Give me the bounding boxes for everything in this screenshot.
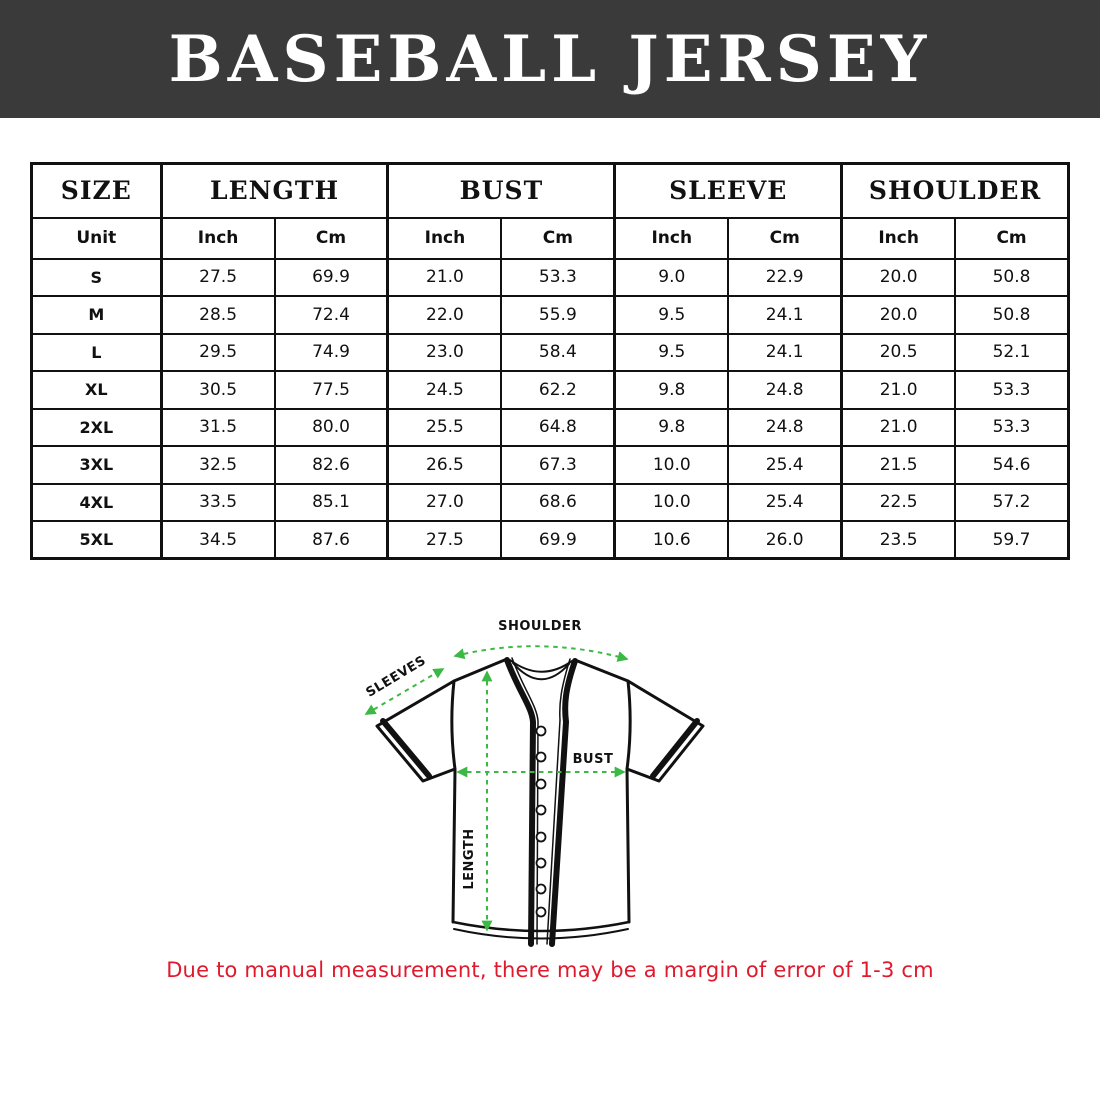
size-label: 2XL — [32, 409, 162, 447]
shoulder-arrow — [455, 646, 627, 659]
measurement-cell: 9.8 — [615, 371, 728, 409]
measurement-cell: 31.5 — [161, 409, 274, 447]
table-header-row — [32, 164, 1069, 218]
measurement-cell: 87.6 — [275, 521, 388, 559]
measurement-cell: 67.3 — [501, 446, 614, 484]
measurement-cell: 64.8 — [501, 409, 614, 447]
size-chart-section — [30, 162, 1070, 560]
measurement-cell: 54.6 — [955, 446, 1068, 484]
measurement-cell: 27.5 — [388, 521, 501, 559]
measurement-cell: 24.1 — [728, 334, 841, 372]
unit-cell: Cm — [728, 218, 841, 259]
column-header-length: LENGTH — [161, 164, 388, 218]
measurement-cell: 27.5 — [161, 259, 274, 297]
measurement-cell: 34.5 — [161, 521, 274, 559]
measurement-cell: 33.5 — [161, 484, 274, 522]
measurement-cell: 9.8 — [615, 409, 728, 447]
table-row — [32, 409, 1069, 447]
table-row — [32, 259, 1069, 297]
measurement-diagram-section — [0, 604, 1100, 956]
size-label: XL — [32, 371, 162, 409]
table-row — [32, 484, 1069, 522]
measurement-cell: 20.0 — [842, 259, 955, 297]
measurement-cell: 74.9 — [275, 334, 388, 372]
measurement-cell: 80.0 — [275, 409, 388, 447]
measurement-cell: 58.4 — [501, 334, 614, 372]
jersey-outline — [377, 659, 703, 939]
measurement-cell: 50.8 — [955, 259, 1068, 297]
measurement-cell: 9.5 — [615, 296, 728, 334]
measurement-cell: 82.6 — [275, 446, 388, 484]
measurement-cell: 22.9 — [728, 259, 841, 297]
table-row — [32, 521, 1069, 559]
unit-cell: Unit — [32, 218, 162, 259]
shoulder-label: SHOULDER — [498, 619, 582, 634]
measurement-cell: 85.1 — [275, 484, 388, 522]
table-row — [32, 446, 1069, 484]
measurement-cell: 24.5 — [388, 371, 501, 409]
size-chart-body — [32, 259, 1069, 559]
measurement-cell: 21.0 — [842, 409, 955, 447]
jersey-collar-placket — [507, 658, 575, 944]
size-label: M — [32, 296, 162, 334]
size-label: 3XL — [32, 446, 162, 484]
size-chart-table — [30, 162, 1070, 560]
measurement-cell: 53.3 — [501, 259, 614, 297]
measurement-cell: 21.5 — [842, 446, 955, 484]
size-label: S — [32, 259, 162, 297]
measurement-arrows — [363, 646, 627, 930]
table-row — [32, 334, 1069, 372]
measurement-cell: 28.5 — [161, 296, 274, 334]
table-row — [32, 371, 1069, 409]
measurement-cell: 9.0 — [615, 259, 728, 297]
column-header-sleeve: SLEEVE — [615, 164, 842, 218]
unit-cell: Inch — [388, 218, 501, 259]
measurement-cell: 72.4 — [275, 296, 388, 334]
measurement-cell: 24.8 — [728, 371, 841, 409]
measurement-cell: 69.9 — [501, 521, 614, 559]
measurement-cell: 32.5 — [161, 446, 274, 484]
measurement-cell: 25.5 — [388, 409, 501, 447]
measurement-cell: 20.5 — [842, 334, 955, 372]
measurement-cell: 26.0 — [728, 521, 841, 559]
measurement-cell: 10.0 — [615, 446, 728, 484]
measurement-cell: 52.1 — [955, 334, 1068, 372]
measurement-cell: 50.8 — [955, 296, 1068, 334]
unit-cell: Inch — [161, 218, 274, 259]
measurement-cell: 24.1 — [728, 296, 841, 334]
measurement-cell: 22.5 — [842, 484, 955, 522]
measurement-cell: 10.6 — [615, 521, 728, 559]
measurement-cell: 10.0 — [615, 484, 728, 522]
measurement-cell: 69.9 — [275, 259, 388, 297]
column-header-bust: BUST — [388, 164, 615, 218]
measurement-cell: 21.0 — [388, 259, 501, 297]
measurement-cell: 23.0 — [388, 334, 501, 372]
page-title: BASEBALL JERSEY — [168, 21, 932, 97]
bust-label: BUST — [572, 752, 614, 767]
measurement-cell: 27.0 — [388, 484, 501, 522]
measurement-cell: 21.0 — [842, 371, 955, 409]
measurement-cell: 68.6 — [501, 484, 614, 522]
measurement-cell: 62.2 — [501, 371, 614, 409]
measurement-cell: 23.5 — [842, 521, 955, 559]
measurement-cell: 30.5 — [161, 371, 274, 409]
measurement-cell: 29.5 — [161, 334, 274, 372]
measurement-cell: 25.4 — [728, 446, 841, 484]
measurement-cell: 57.2 — [955, 484, 1068, 522]
measurement-cell: 59.7 — [955, 521, 1068, 559]
table-row — [32, 296, 1069, 334]
length-label: LENGTH — [462, 828, 477, 890]
measurement-cell: 24.8 — [728, 409, 841, 447]
measurement-cell: 9.5 — [615, 334, 728, 372]
sleeves-label: SLEEVES — [363, 653, 429, 701]
measurement-cell: 77.5 — [275, 371, 388, 409]
unit-cell: Cm — [955, 218, 1068, 259]
size-label: 5XL — [32, 521, 162, 559]
measurement-cell: 22.0 — [388, 296, 501, 334]
unit-cell: Inch — [615, 218, 728, 259]
unit-cell: Cm — [501, 218, 614, 259]
measurement-cell: 25.4 — [728, 484, 841, 522]
size-label: L — [32, 334, 162, 372]
unit-cell: Inch — [842, 218, 955, 259]
measurement-cell: 20.0 — [842, 296, 955, 334]
measurement-cell: 55.9 — [501, 296, 614, 334]
column-header-size: SIZE — [32, 164, 162, 218]
unit-header-row — [32, 218, 1069, 259]
unit-cell: Cm — [275, 218, 388, 259]
title-banner — [0, 0, 1100, 118]
column-header-shoulder: SHOULDER — [842, 164, 1069, 218]
jersey-diagram — [341, 604, 741, 956]
size-label: 4XL — [32, 484, 162, 522]
measurement-cell: 53.3 — [955, 409, 1068, 447]
measurement-cell: 26.5 — [388, 446, 501, 484]
measurement-note: Due to manual measurement, there may be a margin of error of 1-3 cm — [166, 958, 934, 982]
measurement-cell: 53.3 — [955, 371, 1068, 409]
